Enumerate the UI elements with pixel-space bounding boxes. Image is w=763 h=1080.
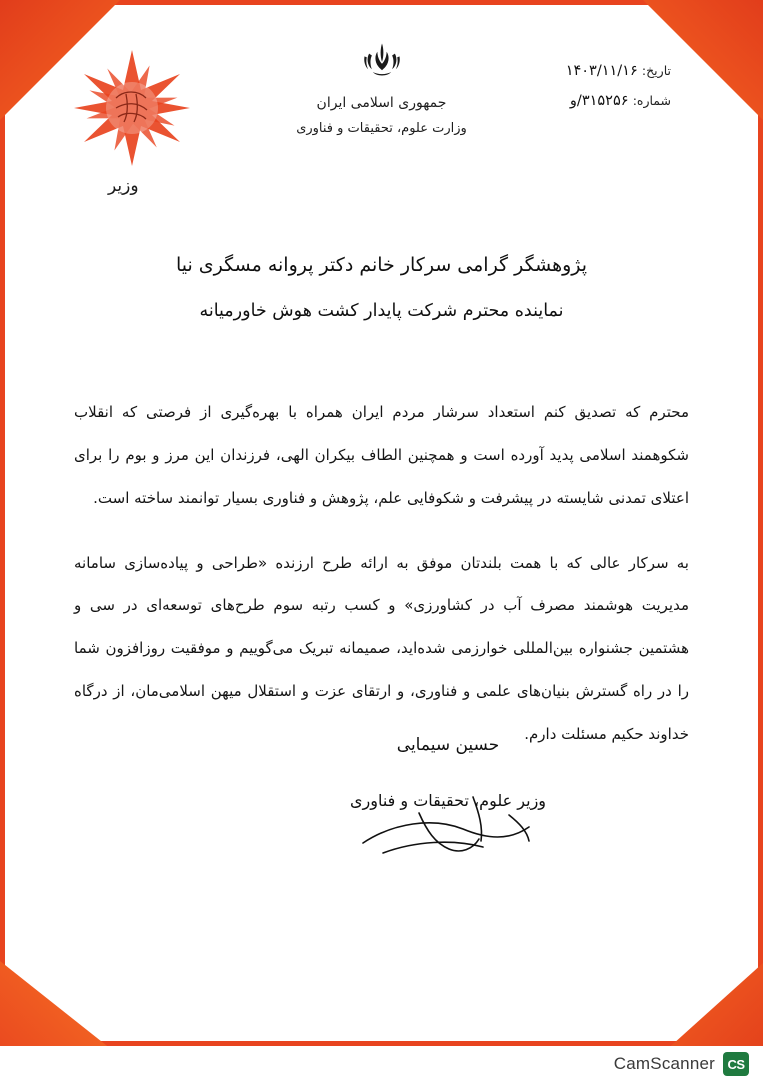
letter-date-row <box>566 56 677 86</box>
signature-block <box>283 735 613 810</box>
letter-paragraph: به سرکار عالی که با همت بلندتان موفق به ارائه طرح ارزنده «طراحی و پیاده‌سازی سامانه مدیریت هوشمند مصرف آب در کشاورزی» و کسب رتبه سوم طرح‌های توسعه‌ای در سی و هشتمین جشنواره بین‌المللی خوارزمی شده‌اید، صمیمانه تبریک می‌گوییم و موفقیت روزافزون شما را در راه گسترش بنیان‌های علمی و فناوری، و ارتقای عزت و استقلال میهن اسلامی‌مان، از درگاه خداوند حکیم مسئلت دارم. <box>74 553 689 743</box>
minister-heading: وزیر <box>108 176 139 196</box>
handwritten-signature <box>323 757 583 867</box>
letter-body <box>60 236 703 777</box>
letter-date-value: ۱۴۰۳/۱۱/۱۶ <box>565 63 638 79</box>
camscanner-label: CamScanner <box>613 1054 715 1073</box>
letter-number-row <box>566 86 677 116</box>
letterhead <box>0 38 763 208</box>
letter-number-label: شماره: <box>632 93 671 109</box>
footer-bar <box>0 1046 763 1080</box>
organization-line-2: وزارت علوم، تحقیقات و فناوری <box>296 120 467 136</box>
letter-date-label: تاریخ: <box>641 63 671 78</box>
addressee-line-2: نماینده محترم شرکت پایدار کشت هوش خاورمیانه <box>199 300 564 321</box>
ministry-seal-icon <box>72 48 192 168</box>
organization-block <box>267 38 497 141</box>
addressee-line-1: پژوهشگر گرامی سرکار خانم دکتر پروانه مسگری نیا <box>175 254 588 276</box>
letter-paragraphs <box>60 391 703 755</box>
signer-name: حسین سیمایی <box>396 735 500 755</box>
letter-number-value: ۳۱۵۲۵۶/و <box>569 93 629 110</box>
letter-paragraph: محترم که تصدیق کنم استعداد سرشار مردم ایران همراه با بهره‌گیری از فرصتی که انقلاب شکوهمند اسلامی پدید آورده است و همچنین الطاف بیکران الهی، فرزندان این مرز و بوم را برای اعتلای تمدنی شایسته در پیشرفت و شکوفایی علم، پژوهش و فناوری بسیار توانمند ساخته است. <box>74 403 689 507</box>
camscanner-badge-icon: CS <box>723 1052 749 1076</box>
camscanner-watermark <box>614 1052 749 1076</box>
addressee-block <box>60 242 703 333</box>
iran-emblem-icon <box>359 38 405 84</box>
signer-title: وزیر علوم، تحقیقات و فناوری <box>349 791 547 810</box>
organization-line-1: جمهوری اسلامی ایران <box>316 95 447 111</box>
letter-meta <box>566 56 677 117</box>
